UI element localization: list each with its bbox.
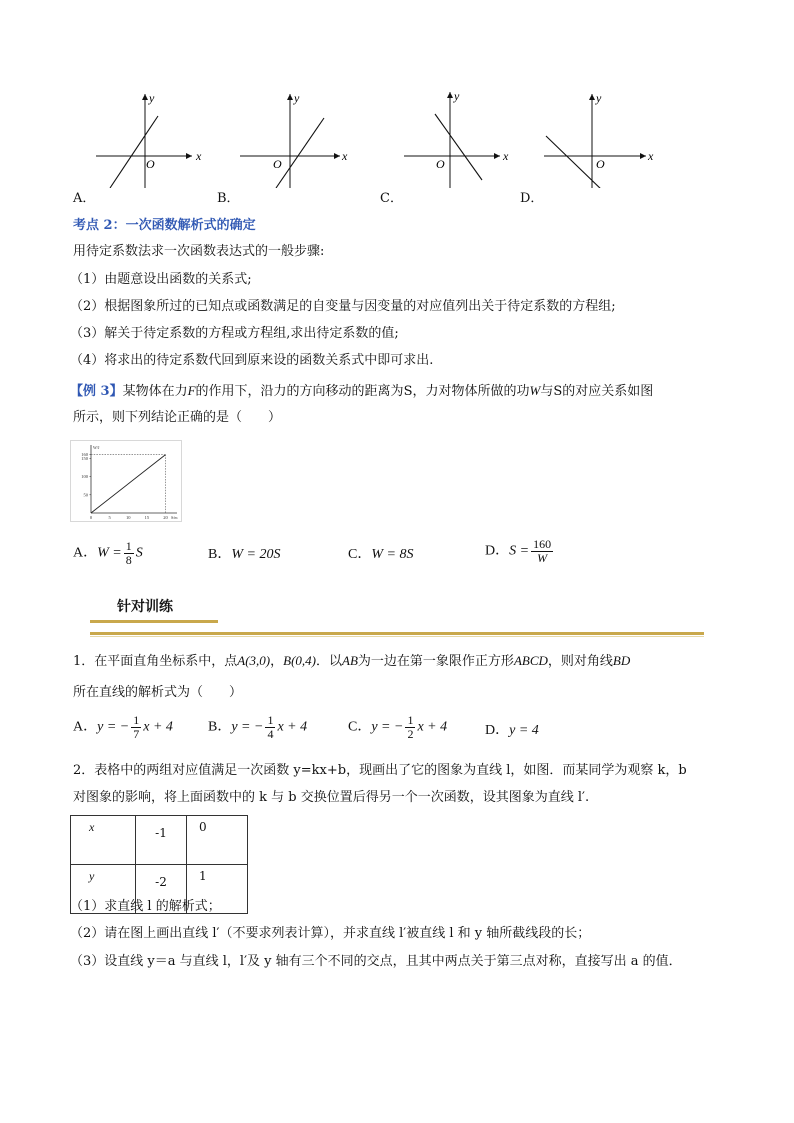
graph-d-x: x <box>648 149 654 163</box>
kaodian-step-3: （3）解关于待定系数的方程或方程组,求出待定系数的值; <box>70 326 399 341</box>
graph-c-y: y <box>454 89 460 103</box>
option-graphs <box>60 88 680 188</box>
table-cell: -1 <box>136 816 187 865</box>
table-cell: y <box>71 865 136 914</box>
graph-b-x: x <box>342 149 348 163</box>
graph-a-o: O <box>146 157 155 171</box>
example3-option-c[interactable]: C．W = 8S <box>348 547 414 562</box>
fraction: $\frac{1}{2}$ <box>407 713 414 741</box>
fraction: $\frac{1}{4}$ <box>267 713 274 741</box>
table-cell: x <box>71 816 136 865</box>
chart-y-tick-label: 160 <box>81 452 88 458</box>
chart-x-tick-label: 0 <box>89 515 93 520</box>
graph-c <box>404 89 509 188</box>
example3-line1: 【例 3】某物体在力F的作用下，沿力的方向移动的距离为S，力对物体所做的功W与S的对应关系如图 <box>70 383 654 399</box>
fraction: $\frac{1}{8}$ <box>125 539 132 567</box>
q2-line1: 2．表格中的两组对应值满足一次函数 y=kx+b，现画出了它的图象为直线 l，如图．而某同学为观察 k，b <box>73 763 687 778</box>
chart-x-label: S/m <box>171 515 178 520</box>
chart-x-tick-label: 20 <box>163 515 168 520</box>
graph-a <box>96 91 202 188</box>
table-cell: 1 <box>187 865 248 914</box>
kaodian-step-2: （2）根据图象所过的已知点或函数满足的自变量与因变量的对应值列出关于待定系数的方程组; <box>70 299 616 314</box>
q1-option-c[interactable]: C．y = − $\frac{1}{2}$ x + 4 <box>348 713 448 741</box>
table-row <box>71 816 248 865</box>
graph-b-y: y <box>294 91 300 105</box>
kaodian-step-1: （1）由题意设出函数的关系式; <box>70 272 252 287</box>
q1-line2: 所在直线的解析式为（ ） <box>73 685 243 700</box>
training-underline-short <box>90 620 218 623</box>
table-cell: 0 <box>187 816 248 865</box>
fraction: $\frac{1}{7}$ <box>133 713 140 741</box>
chart-y-tick-label: 50 <box>83 492 88 498</box>
chart-y-label: W/J <box>93 445 100 450</box>
chart-series-line <box>91 455 166 513</box>
graph-a-x: x <box>196 149 202 163</box>
chart-y-tick-label: 100 <box>81 474 88 480</box>
q2-sub2: （2）请在图上画出直线 l′（不要求列表计算），并求直线 l′被直线 l 和 y 轴所截线段的长； <box>70 926 591 941</box>
graph-label-c: C． <box>380 191 403 206</box>
q1-line1: 1．在平面直角坐标系中，点A(3,0)，B(0,4)．以AB为一边在第一象限作正方形ABCD，则对角线BD <box>73 653 631 669</box>
chart-x-tick-label: 10 <box>126 515 131 520</box>
example3-tag: 【例 3】 <box>70 384 123 399</box>
kaodian-step-4: （4）将求出的待定系数代回到原来设的函数关系式中即可求出. <box>70 353 434 368</box>
fraction: $\frac{160}{W}$ <box>533 537 552 565</box>
chart-x-tick-label: 5 <box>108 515 111 520</box>
graph-label-d: D． <box>520 191 544 206</box>
training-divider <box>90 632 704 635</box>
kaodian-intro: 用待定系数法求一次函数表达式的一般步骤: <box>73 244 325 259</box>
q1-option-b[interactable]: B．y = − $\frac{1}{4}$ x + 4 <box>208 713 308 741</box>
graph-c-o: O <box>436 157 445 171</box>
graph-b-o: O <box>273 157 282 171</box>
example3-option-b[interactable]: B．W = 20S <box>208 547 281 562</box>
graph-a-y: y <box>149 91 155 105</box>
q2-sub1: （1）求直线 l 的解析式； <box>70 899 221 914</box>
q1-option-a[interactable]: A．y = − $\frac{1}{7}$ x + 4 <box>73 713 173 741</box>
graph-d-y: y <box>596 91 602 105</box>
graph-label-b: B． <box>217 191 240 206</box>
example3-option-d[interactable]: D．S = $\frac{160}{W}$ <box>485 537 552 565</box>
graph-c-x: x <box>503 149 509 163</box>
training-divider-thin <box>90 636 704 637</box>
q2-line2: 对图象的影响，将上面函数中的 k 与 b 交换位置后得另一个一次函数，设其图象为直线 l′. <box>73 790 590 805</box>
example3-chart <box>70 440 182 522</box>
training-heading: 针对训练 <box>117 599 173 615</box>
example3-option-a[interactable]: A．W = $\frac{1}{8}$ S <box>73 539 143 567</box>
chart-x-tick-label: 15 <box>144 515 150 520</box>
graph-d <box>544 91 654 188</box>
graph-b <box>240 91 348 188</box>
kaodian-title: 考点 2：一次函数解析式的确定 <box>73 218 256 233</box>
graph-d-o: O <box>596 157 605 171</box>
chart-y-tick-label: 150 <box>81 455 88 461</box>
q1-option-d[interactable]: D．y = 4 <box>485 723 539 738</box>
example3-line2: 所示，则下列结论正确的是（ ） <box>73 410 282 425</box>
table-cell: -2 <box>136 865 187 914</box>
graph-label-a: A． <box>73 191 96 206</box>
q2-sub3: （3）设直线 y＝a 与直线 l，l′及 y 轴有三个不同的交点，且其中两点关于第三点对称，直接写出 a 的值． <box>70 954 682 969</box>
